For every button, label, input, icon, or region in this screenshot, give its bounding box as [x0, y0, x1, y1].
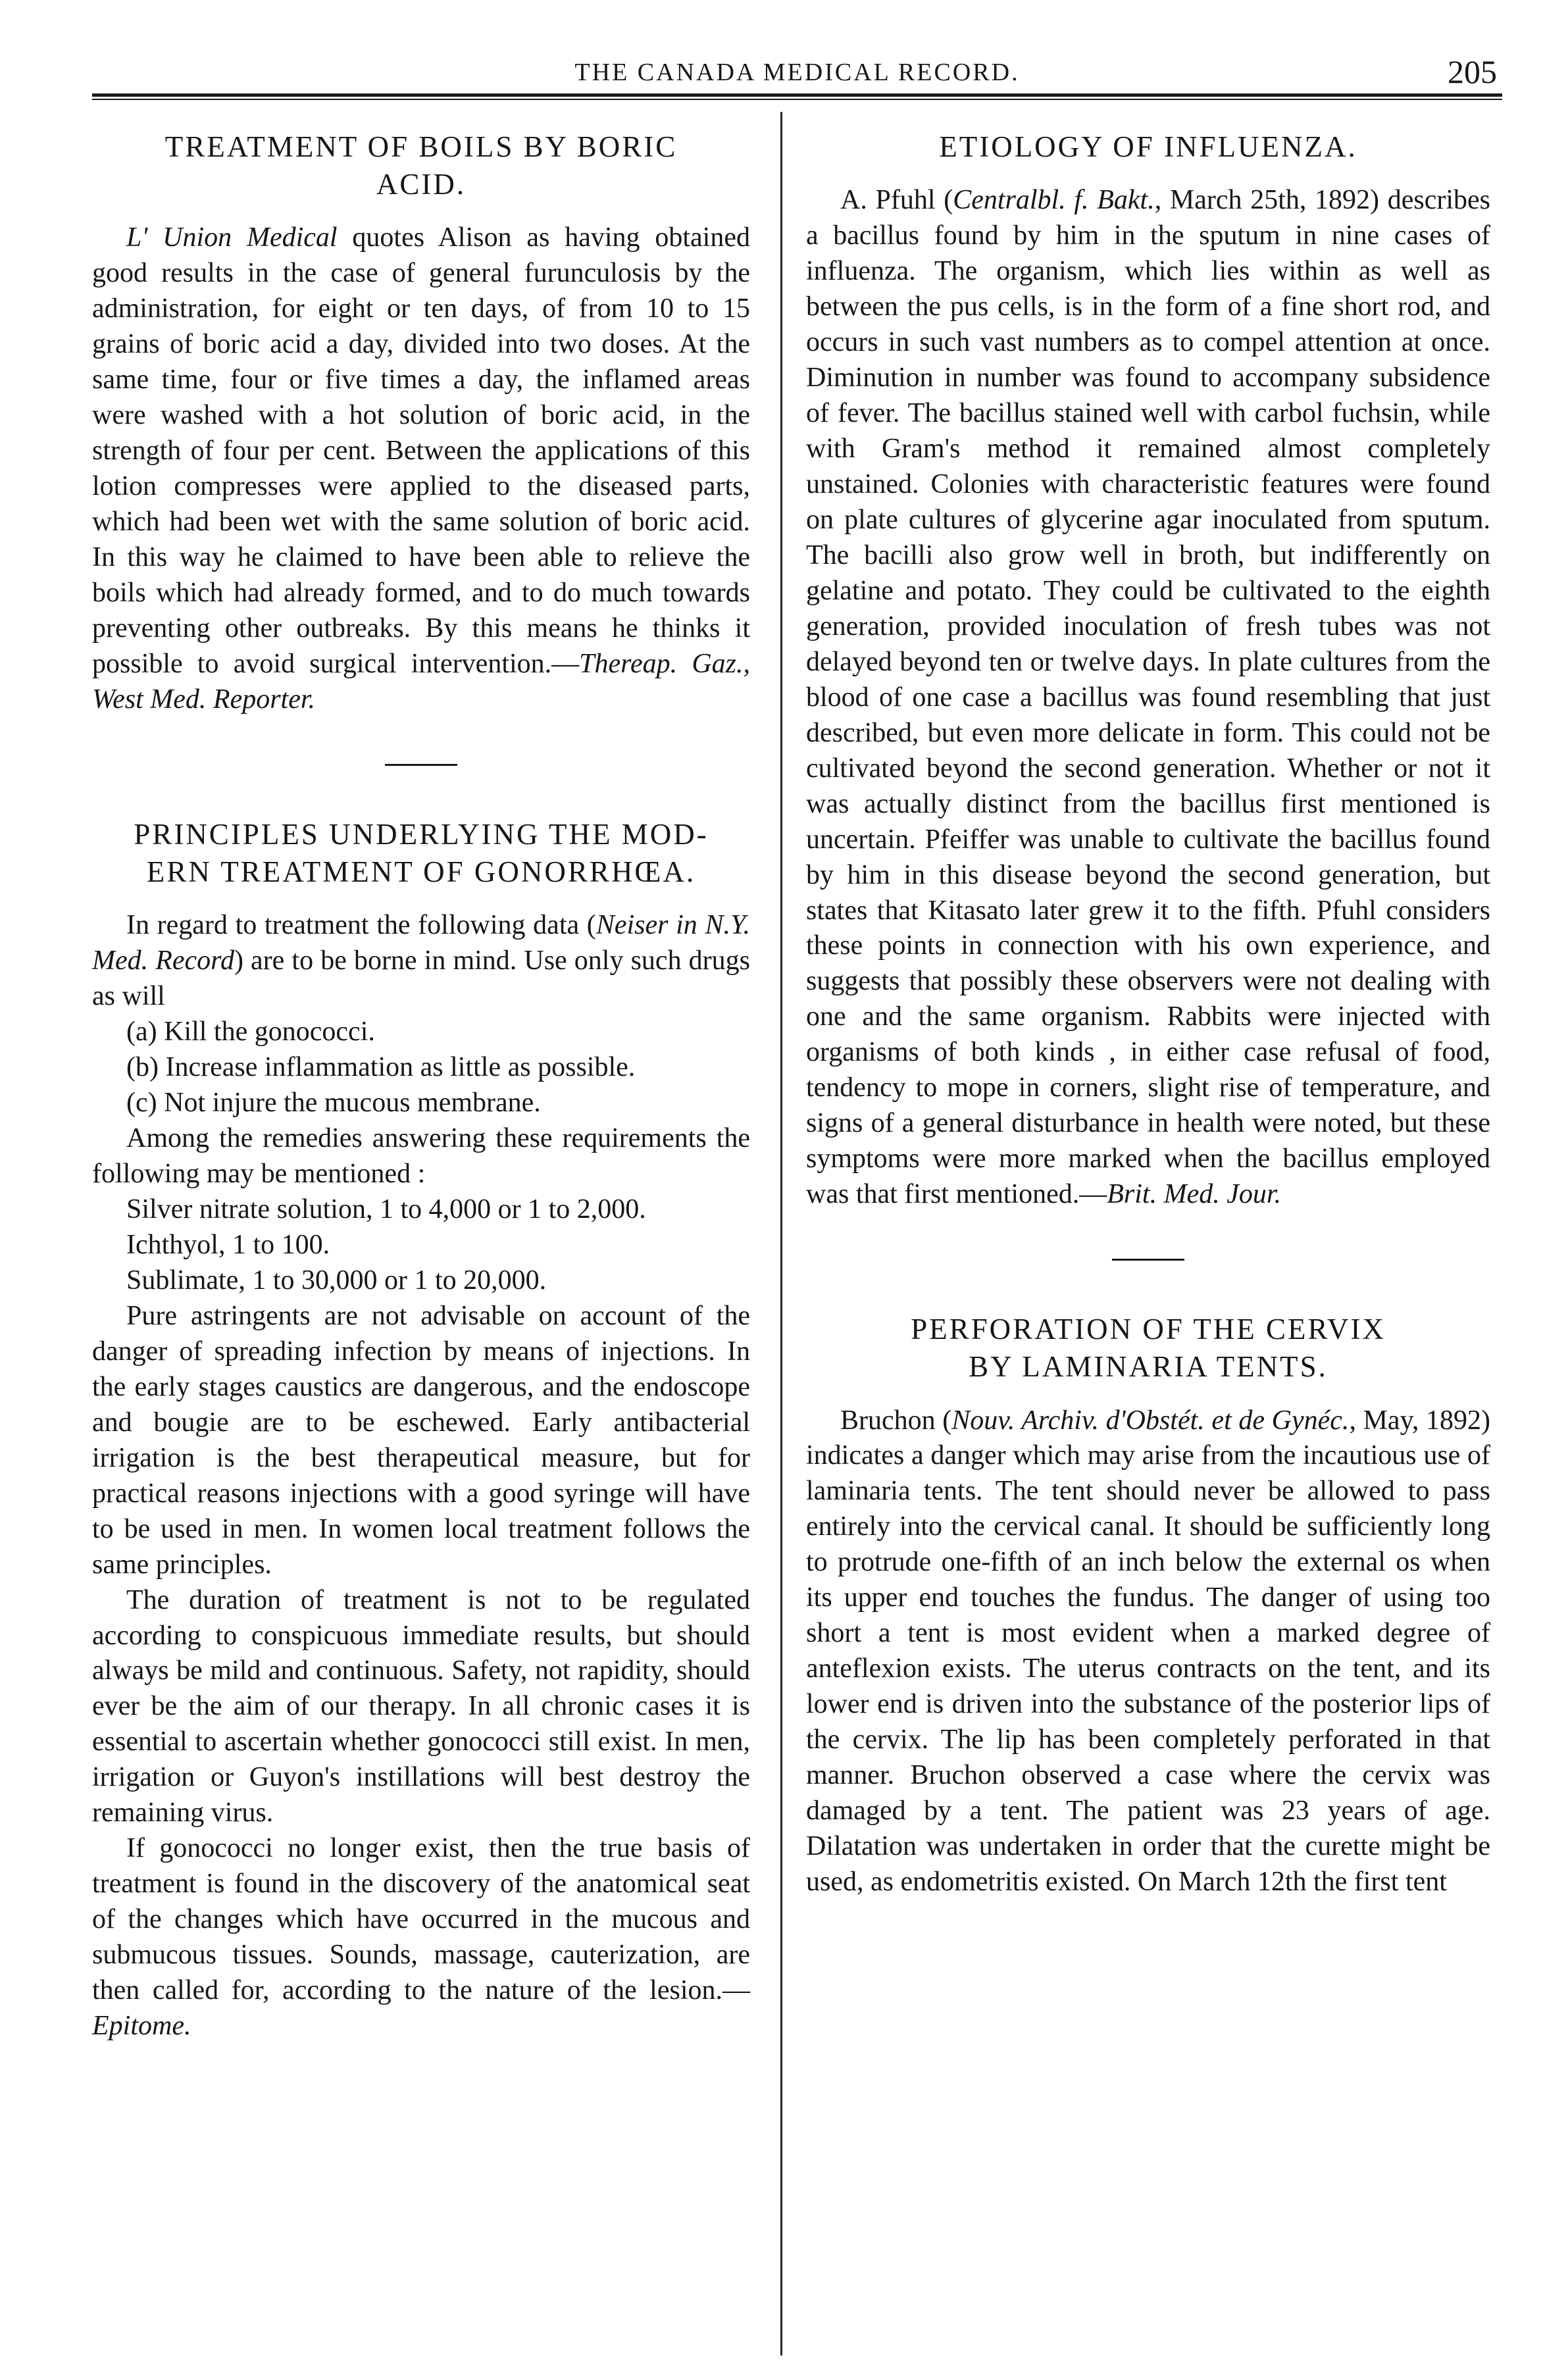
article-separator: [385, 764, 457, 766]
page-number: 205: [1448, 53, 1497, 90]
running-title: THE CANADA MEDICAL RECORD.: [574, 59, 1020, 86]
intro-text: ) are to be borne in mind. Use only such drugs as will: [92, 945, 750, 1012]
body-paragraph: [806, 1403, 1490, 1901]
source-citation: Epitome.: [92, 2011, 191, 2042]
source-citation: Thereap. Gaz., West Med. Reporter.: [92, 648, 750, 715]
article-title: [806, 128, 1490, 166]
paragraph-text: If gonococci no longer exist, then the true basis of treatment is found in the discovery of the anatomical seat of the changes which have occurred in the mucous and submucous tissues. Sounds, massage, cauterization, are then called for, according to the nature of the lesion.—: [92, 1833, 750, 2006]
list-item: Sublimate, 1 to 30,000 or 1 to 20,000.: [126, 1265, 547, 1296]
intro-text: In regard to treatment the following data (: [126, 910, 596, 941]
title-line: ERN TREATMENT OF GONORRHŒA.: [146, 855, 696, 888]
paragraph-text: quotes Alison as having obtained good results in the case of general furunculosis by the administration, for eight or ten days, of from 10 to 15 grains of boric acid a day, divided into two doses. At the same time, four or five times a day, the inflamed areas were washed with a hot solution of boric acid, in the strength of four per cent. Between the applications of this lotion compresses were applied to the diseased parts, which had been wet with the same solution of boric acid. In this way he claimed to have been able to relieve the boils which had already formed, and to do much towards preventing other outbreaks. By this means he thinks it possible to avoid surgical intervention.—: [92, 222, 750, 679]
list-item: (a) Kill the gonococci.: [126, 1017, 375, 1047]
body-paragraph: The duration of treatment is not to be regulated according to conspicuous immediate results, but should always be mild and continuous. Safety, not rapidity, should ever be the aim of our therapy. In all chronic cases it is essential to ascertain whether gonococci still exist. In men, irrigation or Guyon's instillations will best destroy the remaining virus.: [92, 1584, 750, 1828]
article-gonorrhoea: [92, 816, 750, 2044]
list-item: (c) Not injure the mucous membrane.: [126, 1087, 541, 1118]
article-title: [92, 816, 750, 891]
paragraph-text: , May, 1892) indicates a danger which may arise from the incautious use of laminaria tents. The tent should never be allowed to pass entirely into the cervical canal. It should be sufficiently long to protrude one-fifth of an inch below the external os when its upper end touches the fundus. The danger of using too short a tent is most evident when a marked degree of anteflexion exists. The uterus contracts on the tent, and its lower end is driven into the substance of the posterior lips of the cervix. The lip has been completely perforated in that manner. Bruchon observed a case where the cervix was damaged by a tent. The patient was 23 years of age. Dilatation was undertaken in order that the curette might be used, as endometritis existed. On March 12th the first tent: [806, 1405, 1490, 1898]
body-paragraph: Pure astringents are not advisable on account of the danger of spreading infection by means of injections. In the early stages caustics are dangerous, and the endoscope and bougie are to be eschewed. Early antibacterial irrigation is the best therapeutical measure, but for practical reasons injections with a good syringe will have to be used in men. In women local treatment follows the same principles.: [92, 1300, 750, 1580]
article-title: [806, 1311, 1490, 1386]
title-line: ETIOLOGY OF INFLUENZA.: [939, 130, 1357, 163]
column-divider: [780, 112, 782, 2355]
author: A. Pfuhl (: [840, 185, 953, 216]
article-laminaria: [806, 1311, 1490, 1900]
citation: Centralbl. f. Bakt.: [953, 185, 1155, 216]
source-citation: Brit. Med. Jour.: [1107, 1179, 1282, 1210]
body-paragraph: [92, 1831, 750, 2044]
body-paragraph: [92, 220, 750, 718]
list-item: Silver nitrate solution, 1 to 4,000 or 1 to 2,000.: [126, 1194, 646, 1224]
header-rule-thin: [92, 99, 1502, 100]
running-head: [92, 41, 1502, 90]
author: Bruchon (: [840, 1405, 952, 1436]
article-title: [92, 128, 750, 203]
intro-paragraph: [92, 908, 750, 1015]
article-influenza: [806, 128, 1490, 1213]
title-line: TREATMENT OF BOILS BY BORIC: [164, 130, 678, 163]
article-boils: [92, 128, 750, 718]
list-item: Ichthyol, 1 to 100.: [126, 1229, 330, 1260]
paragraph-text: , March 25th, 1892) describes a bacillus found by him in the sputum in nine cases of influenza. The organism, which lies within as well as between the pus cells, is in the form of a fine short rod, and occurs in such vast numbers as to compel attention at once. Diminution in number was found to accompany subsidence of fever. The bacillus stained well with carbol fuchsin, while with Gram's method it remained almost completely unstained. Colonies with characteristic features were found on plate cultures of glycerine agar inoculated from sputum. The bacilli also grow well in broth, but indifferently on gelatine and potato. They could be cultivated to the eighth generation, provided inoculation of fresh tubes was not delayed beyond ten or twelve days. In plate cultures from the blood of one case a bacillus was found resembling that just described, but even more delicate in form. This could not be cultivated beyond the second generation. Whether or not it was actually distinct from the bacillus first mentioned is uncertain. Pfeiffer was unable to cultivate the bacillus found by him in this disease beyond the second generation, but states that Kitasato later grew it to the fifth. Pfuhl considers these points in connection with his own experience, and suggests that possibly these observers were not dealing with one and the same organism. Rabbits were injected with organisms of both kinds , in either case refusal of food, tendency to mope in corners, slight rise of temperature, and signs of a general disturbance in health were noted, but these symptoms were more marked when the bacillus employed was that first mentioned.—: [806, 185, 1490, 1210]
title-line: PERFORATION OF THE CERVIX: [911, 1313, 1386, 1346]
title-line: ACID.: [376, 168, 467, 201]
left-column: [92, 128, 750, 2044]
body-paragraph: [806, 183, 1490, 1213]
article-separator: [1112, 1259, 1184, 1261]
title-line: BY LAMINARIA TENTS.: [969, 1350, 1328, 1384]
header-rule: [92, 93, 1502, 100]
citation: L' Union Medical: [126, 222, 338, 253]
right-column: [806, 128, 1490, 1900]
citation: Neiser in N.Y. Med. Record: [92, 910, 751, 976]
citation: Nouv. Archiv. d'Obstét. et de Gynéc.: [951, 1405, 1350, 1436]
title-line: PRINCIPLES UNDERLYING THE MOD-: [134, 817, 709, 851]
list-item: (b) Increase inflammation as little as possible.: [126, 1052, 636, 1082]
header-rule-thick: [92, 93, 1502, 97]
list-item: Among the remedies answering these requirements the following may be mentioned :: [92, 1122, 750, 1189]
